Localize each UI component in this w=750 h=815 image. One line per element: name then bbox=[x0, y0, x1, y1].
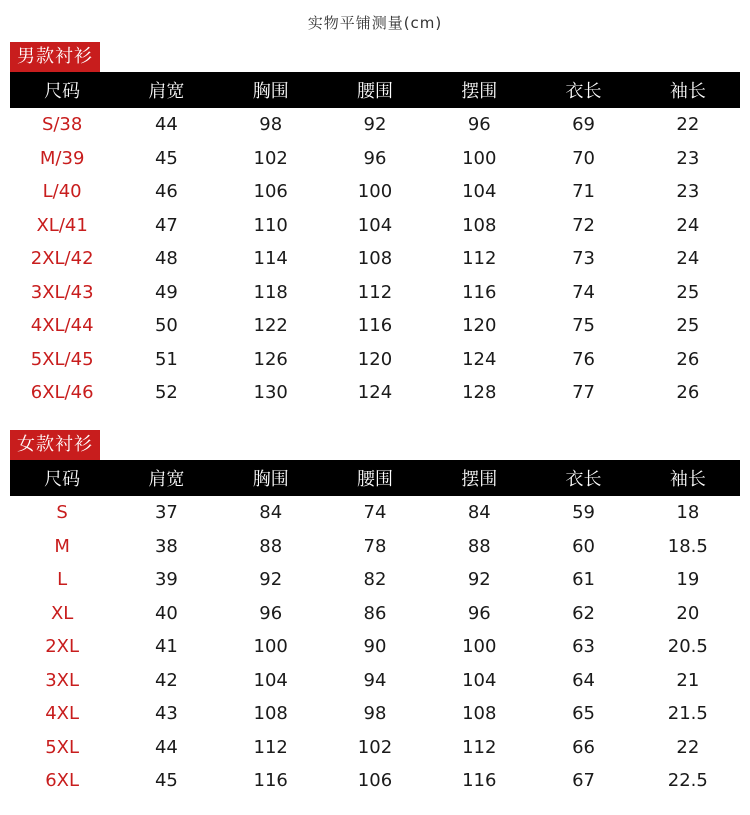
table-row bbox=[10, 664, 740, 698]
measurement-cell: 42 bbox=[154, 669, 178, 691]
header-cell: 衣长 bbox=[565, 81, 602, 102]
measurement-cell: 65 bbox=[572, 703, 595, 725]
measurement-cell: 122 bbox=[253, 315, 288, 337]
measurement-cell: 18 bbox=[676, 502, 700, 524]
measurement-cell: 90 bbox=[363, 636, 387, 658]
measurement-cell: 100 bbox=[357, 181, 393, 203]
measurement-cell: 100 bbox=[462, 147, 497, 169]
size-cell: 4XL bbox=[45, 703, 80, 725]
size-cell: 5XL/45 bbox=[30, 348, 94, 370]
size-cell: 2XL/42 bbox=[30, 248, 94, 270]
measurement-cell: 74 bbox=[363, 502, 387, 524]
measurement-cell: 110 bbox=[253, 214, 288, 236]
size-cell: 2XL bbox=[45, 636, 80, 658]
measurement-cell: 22.5 bbox=[667, 770, 708, 792]
measurement-cell: 51 bbox=[154, 348, 178, 370]
measurement-cell: 61 bbox=[572, 569, 595, 591]
measurement-cell: 94 bbox=[363, 669, 387, 691]
table-row bbox=[10, 630, 740, 664]
header-cell: 胸围 bbox=[252, 469, 289, 490]
measurement-cell: 82 bbox=[363, 569, 387, 591]
header-cell: 摆围 bbox=[461, 469, 498, 490]
table-row bbox=[10, 563, 740, 597]
table-header-women bbox=[10, 460, 740, 496]
measurement-cell: 100 bbox=[462, 636, 497, 658]
measurement-cell: 20.5 bbox=[667, 636, 708, 658]
measurement-cell: 86 bbox=[363, 602, 387, 624]
section-label-women: 女款衬衫 bbox=[10, 430, 100, 460]
measurement-cell: 59 bbox=[572, 502, 595, 524]
size-cell: 6XL/46 bbox=[30, 382, 94, 404]
measurement-cell: 23 bbox=[676, 181, 700, 203]
measurement-cell: 21.5 bbox=[667, 703, 708, 725]
measurement-cell: 116 bbox=[357, 315, 393, 337]
size-cell: 4XL/44 bbox=[30, 315, 94, 337]
measurement-cell: 62 bbox=[572, 602, 595, 624]
header-cell: 衣长 bbox=[565, 469, 602, 490]
measurement-cell: 24 bbox=[676, 248, 700, 270]
table-row bbox=[10, 731, 740, 765]
table-row bbox=[10, 108, 740, 142]
table-row bbox=[10, 697, 740, 731]
measurement-cell: 70 bbox=[572, 147, 595, 169]
measurement-cell: 76 bbox=[572, 348, 595, 370]
measurement-cell: 130 bbox=[253, 382, 288, 404]
header-cell: 肩宽 bbox=[148, 469, 185, 490]
measurement-cell: 108 bbox=[253, 703, 288, 725]
measurement-cell: 41 bbox=[154, 636, 178, 658]
measurement-cell: 38 bbox=[154, 535, 178, 557]
measurement-cell: 106 bbox=[253, 181, 288, 203]
table-row bbox=[10, 764, 740, 798]
measurement-cell: 44 bbox=[154, 736, 178, 758]
table-row bbox=[10, 496, 740, 530]
table-row bbox=[10, 376, 740, 410]
measurement-cell: 44 bbox=[154, 114, 178, 136]
header-cell: 肩宽 bbox=[148, 81, 185, 102]
measurement-cell: 106 bbox=[357, 770, 393, 792]
measurement-cell: 84 bbox=[467, 502, 491, 524]
measurement-cell: 43 bbox=[154, 703, 178, 725]
measurement-cell: 74 bbox=[572, 281, 595, 303]
measurement-cell: 104 bbox=[462, 181, 497, 203]
measurement-cell: 45 bbox=[154, 770, 178, 792]
measurement-cell: 88 bbox=[259, 535, 283, 557]
measurement-cell: 98 bbox=[363, 703, 387, 725]
table-row bbox=[10, 142, 740, 176]
measurement-cell: 116 bbox=[462, 281, 497, 303]
measurement-cell: 84 bbox=[259, 502, 283, 524]
measurement-cell: 120 bbox=[462, 315, 497, 337]
table-row bbox=[10, 309, 740, 343]
measurement-cell: 39 bbox=[154, 569, 178, 591]
measurement-cell: 100 bbox=[253, 636, 288, 658]
table-row bbox=[10, 343, 740, 377]
measurement-cell: 47 bbox=[154, 214, 178, 236]
measurement-cell: 60 bbox=[572, 535, 595, 557]
measurement-cell: 21 bbox=[676, 669, 700, 691]
measurement-cell: 25 bbox=[676, 315, 700, 337]
measurement-cell: 108 bbox=[462, 214, 497, 236]
measurement-cell: 22 bbox=[676, 114, 700, 136]
men-shirt-size-table bbox=[10, 42, 740, 410]
size-cell: 3XL bbox=[45, 669, 80, 691]
measurement-cell: 108 bbox=[462, 703, 497, 725]
measurement-cell: 40 bbox=[154, 602, 178, 624]
measurement-cell: 124 bbox=[462, 348, 497, 370]
size-cell: 3XL/43 bbox=[30, 281, 94, 303]
page-title: 实物平铺测量(cm) bbox=[307, 14, 443, 32]
measurement-cell: 92 bbox=[363, 114, 387, 136]
size-cell: 5XL bbox=[45, 736, 80, 758]
size-cell: 6XL bbox=[45, 770, 80, 792]
measurement-cell: 52 bbox=[154, 382, 178, 404]
measurement-cell: 48 bbox=[154, 248, 178, 270]
measurement-cell: 112 bbox=[462, 248, 497, 270]
measurement-cell: 98 bbox=[259, 114, 283, 136]
women-shirt-size-table bbox=[10, 430, 740, 798]
table-body-men bbox=[10, 108, 740, 410]
header-cell: 腰围 bbox=[356, 81, 393, 102]
measurement-cell: 104 bbox=[253, 669, 288, 691]
table-row bbox=[10, 209, 740, 243]
measurement-cell: 120 bbox=[357, 348, 393, 370]
measurement-cell: 104 bbox=[462, 669, 497, 691]
measurement-cell: 102 bbox=[253, 147, 288, 169]
measurement-cell: 75 bbox=[572, 315, 595, 337]
measurement-cell: 128 bbox=[462, 382, 497, 404]
measurement-cell: 66 bbox=[572, 736, 595, 758]
size-cell: XL/41 bbox=[36, 214, 88, 236]
header-cell: 尺码 bbox=[44, 469, 81, 490]
table-row bbox=[10, 175, 740, 209]
measurement-cell: 118 bbox=[253, 281, 288, 303]
measurement-cell: 20 bbox=[676, 602, 700, 624]
measurement-cell: 78 bbox=[363, 535, 387, 557]
measurement-cell: 64 bbox=[572, 669, 595, 691]
measurement-cell: 50 bbox=[154, 315, 178, 337]
size-cell: L bbox=[57, 569, 68, 591]
measurement-cell: 26 bbox=[676, 348, 700, 370]
table-row bbox=[10, 242, 740, 276]
measurement-cell: 96 bbox=[467, 602, 491, 624]
measurement-cell: 124 bbox=[357, 382, 393, 404]
measurement-cell: 26 bbox=[676, 382, 700, 404]
measurement-cell: 71 bbox=[572, 181, 595, 203]
table-row bbox=[10, 530, 740, 564]
table-body-women bbox=[10, 496, 740, 798]
measurement-cell: 67 bbox=[572, 770, 595, 792]
measurement-cell: 102 bbox=[357, 736, 393, 758]
measurement-cell: 37 bbox=[154, 502, 178, 524]
header-cell: 摆围 bbox=[461, 81, 498, 102]
size-cell: L/40 bbox=[42, 181, 82, 203]
measurement-cell: 116 bbox=[462, 770, 497, 792]
measurement-cell: 92 bbox=[259, 569, 283, 591]
measurement-cell: 88 bbox=[467, 535, 491, 557]
measurement-cell: 108 bbox=[357, 248, 393, 270]
table-row bbox=[10, 276, 740, 310]
measurement-cell: 25 bbox=[676, 281, 700, 303]
size-cell: M/39 bbox=[39, 147, 85, 169]
measurement-cell: 126 bbox=[253, 348, 288, 370]
size-cell: S/38 bbox=[41, 114, 83, 136]
size-cell: XL bbox=[50, 602, 74, 624]
measurement-cell: 77 bbox=[572, 382, 595, 404]
measurement-cell: 112 bbox=[357, 281, 393, 303]
measurement-cell: 116 bbox=[253, 770, 288, 792]
measurement-cell: 104 bbox=[357, 214, 393, 236]
section-label-men: 男款衬衫 bbox=[10, 42, 100, 72]
header-cell: 尺码 bbox=[44, 81, 81, 102]
measurement-cell: 69 bbox=[572, 114, 595, 136]
size-cell: S bbox=[56, 502, 68, 524]
measurement-cell: 45 bbox=[154, 147, 178, 169]
header-cell: 袖长 bbox=[669, 81, 706, 102]
header-cell: 袖长 bbox=[669, 469, 706, 490]
measurement-cell: 96 bbox=[259, 602, 283, 624]
measurement-cell: 73 bbox=[572, 248, 595, 270]
size-cell: M bbox=[54, 535, 70, 557]
measurement-cell: 19 bbox=[676, 569, 700, 591]
measurement-cell: 112 bbox=[253, 736, 288, 758]
table-header-men bbox=[10, 72, 740, 108]
measurement-cell: 46 bbox=[154, 181, 178, 203]
measurement-cell: 72 bbox=[572, 214, 595, 236]
measurement-cell: 49 bbox=[154, 281, 178, 303]
measurement-cell: 96 bbox=[467, 114, 491, 136]
measurement-cell: 112 bbox=[462, 736, 497, 758]
measurement-cell: 24 bbox=[676, 214, 700, 236]
table-row bbox=[10, 597, 740, 631]
measurement-cell: 96 bbox=[363, 147, 387, 169]
measurement-cell: 92 bbox=[467, 569, 491, 591]
header-cell: 腰围 bbox=[356, 469, 393, 490]
header-cell: 胸围 bbox=[252, 81, 289, 102]
measurement-cell: 114 bbox=[253, 248, 288, 270]
measurement-cell: 22 bbox=[676, 736, 700, 758]
measurement-cell: 18.5 bbox=[667, 535, 708, 557]
measurement-cell: 63 bbox=[572, 636, 595, 658]
measurement-cell: 23 bbox=[676, 147, 700, 169]
